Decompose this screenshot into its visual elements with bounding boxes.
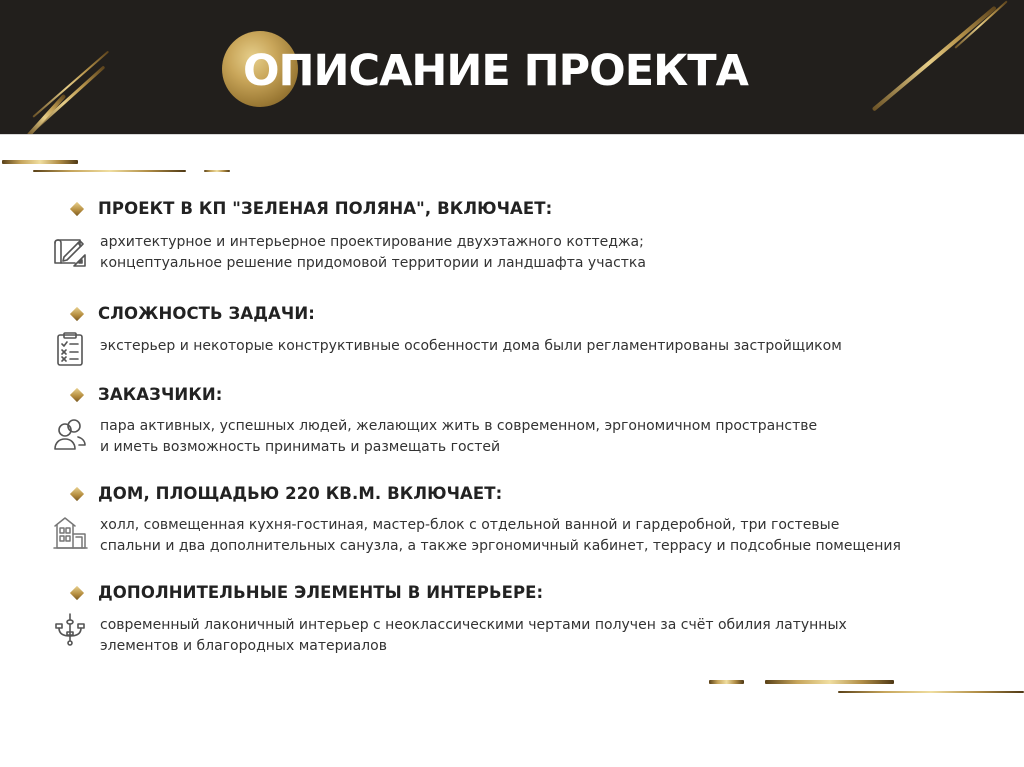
header-banner xyxy=(0,0,1024,135)
section-description xyxy=(100,336,842,357)
section-title: ДОПОЛНИТЕЛЬНЫЕ ЭЛЕМЕНТЫ В ИНТЕРЬЕРЕ: xyxy=(98,583,544,602)
section-description xyxy=(100,416,817,458)
gold-bar-decoration xyxy=(204,170,230,172)
checklist-clipboard-icon xyxy=(52,331,88,367)
gold-stripe-decoration xyxy=(872,6,997,112)
section-description xyxy=(100,515,901,557)
section-heading xyxy=(72,385,223,404)
description-line: концептуальное решение придомовой территории и ландшафта участка xyxy=(100,255,646,271)
gold-stripe-decoration xyxy=(32,51,109,118)
gold-diamond-bullet-icon xyxy=(70,585,84,599)
gold-diamond-bullet-icon xyxy=(70,201,84,215)
description-line: спальни и два дополнительных санузла, а также эргономичный кабинет, террасу и подсобные помещения xyxy=(100,538,901,554)
description-line: и иметь возможность принимать и размещать гостей xyxy=(100,439,501,455)
gold-bar-decoration xyxy=(838,691,1024,693)
gold-bar-decoration xyxy=(2,160,78,164)
gold-diamond-bullet-icon xyxy=(70,306,84,320)
page-title: ОПИСАНИЕ ПРОЕКТА xyxy=(243,46,748,96)
drafting-plan-icon xyxy=(52,233,88,269)
description-line: элементов и благородных материалов xyxy=(100,638,387,654)
gold-stripe-decoration xyxy=(954,0,1007,48)
section-heading xyxy=(72,484,502,503)
couple-people-icon xyxy=(52,415,88,451)
chandelier-icon xyxy=(52,612,88,648)
description-line: холл, совмещенная кухня-гостиная, мастер-блок с отдельной ванной и гардеробной, три гостевые xyxy=(100,517,840,533)
section-title: ПРОЕКТ В КП "ЗЕЛЕНАЯ ПОЛЯНА", ВКЛЮЧАЕТ: xyxy=(98,199,553,218)
description-line: архитектурное и интерьерное проектирование двухэтажного коттеджа; xyxy=(100,234,644,250)
section-title: ЗАКАЗЧИКИ: xyxy=(98,385,223,404)
description-line: экстерьер и некоторые конструктивные особенности дома были регламентированы застройщиком xyxy=(100,338,842,354)
gold-diamond-bullet-icon xyxy=(70,387,84,401)
section-title: ДОМ, ПЛОЩАДЬЮ 220 КВ.М. ВКЛЮЧАЕТ: xyxy=(98,484,503,503)
section-heading xyxy=(72,199,552,218)
gold-bar-decoration xyxy=(709,680,744,684)
gold-diamond-bullet-icon xyxy=(70,486,84,500)
gold-bar-decoration xyxy=(33,170,186,172)
section-description xyxy=(100,232,646,274)
house-building-icon xyxy=(52,514,88,550)
section-heading xyxy=(72,583,543,602)
description-line: современный лаконичный интерьер с неоклассическими чертами получен за счёт обилия латунных xyxy=(100,617,847,633)
gold-bar-decoration xyxy=(765,680,894,684)
description-line: пара активных, успешных людей, желающих жить в современном, эргономичном пространстве xyxy=(100,418,818,434)
section-title: СЛОЖНОСТЬ ЗАДАЧИ: xyxy=(98,304,315,323)
section-heading xyxy=(72,304,315,323)
section-description xyxy=(100,615,847,657)
